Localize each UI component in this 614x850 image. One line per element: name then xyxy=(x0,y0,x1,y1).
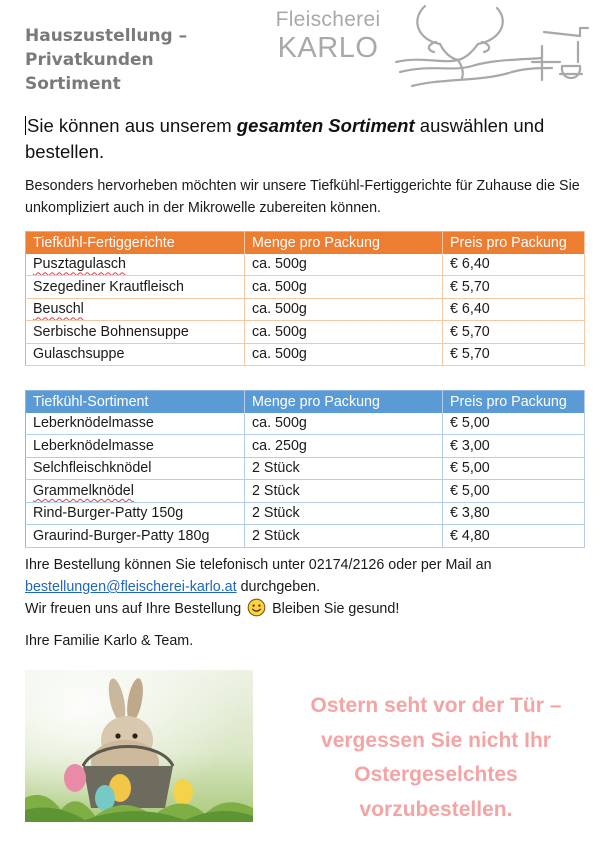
easter-bunny-image xyxy=(25,670,253,822)
page-title xyxy=(25,24,187,96)
easter-line: Ostergeselchtes xyxy=(354,763,518,786)
frozen-meals-table xyxy=(25,231,585,366)
title-line: Hauszustellung – xyxy=(25,26,188,46)
table-cell: Leberknödelmasse xyxy=(26,413,245,435)
table-header-row xyxy=(26,391,585,413)
table-cell: ca. 500g xyxy=(245,343,443,366)
table-row xyxy=(26,343,585,366)
table-cell: Szegediner Krautfleisch xyxy=(26,276,245,299)
table-row xyxy=(26,254,585,276)
table-cell: 2 Stück xyxy=(245,525,443,548)
table-cell: € 3,00 xyxy=(443,435,585,458)
stay-healthy-text: Bleiben Sie gesund! xyxy=(268,601,400,617)
table-cell: € 5,00 xyxy=(443,480,585,503)
company-logo xyxy=(262,8,394,64)
logo-line1: Fleischerei xyxy=(275,8,381,31)
table-row xyxy=(26,480,585,503)
easter-line: Ostern seht vor der Tür – xyxy=(310,694,562,717)
table-cell: ca. 500g xyxy=(245,276,443,299)
thanks-text: Wir freuen uns auf Ihre Bestellung xyxy=(25,601,246,617)
table-cell: Gulaschsuppe xyxy=(26,343,245,366)
table-cell: € 6,40 xyxy=(443,254,585,276)
easter-message xyxy=(280,689,592,827)
table-cell: € 5,70 xyxy=(443,276,585,299)
table-cell xyxy=(26,480,245,503)
table-cell: Graurind-Burger-Patty 180g xyxy=(26,525,245,548)
intro-after: auswählen und bestellen. xyxy=(25,115,545,162)
table-cell: € 4,80 xyxy=(443,525,585,548)
email-link[interactable]: bestellungen@fleischerei-karlo.at xyxy=(25,579,237,595)
product-name: Grammelknödel xyxy=(33,482,134,499)
table-cell: ca. 500g xyxy=(245,254,443,276)
table-cell xyxy=(26,298,245,321)
table-cell xyxy=(26,254,245,276)
text-cursor xyxy=(25,116,26,135)
column-header: Menge pro Packung xyxy=(245,391,443,413)
product-name: Beuschl xyxy=(33,301,84,318)
table-header-row xyxy=(26,232,585,254)
table-row xyxy=(26,298,585,321)
smiley-icon xyxy=(247,598,266,617)
table-cell: ca. 500g xyxy=(245,413,443,435)
intro-emphasis: gesamten Sortiment xyxy=(236,115,415,136)
column-header: Preis pro Packung xyxy=(443,232,585,254)
table-row xyxy=(26,321,585,344)
table-cell: 2 Stück xyxy=(245,457,443,480)
table-cell: 2 Stück xyxy=(245,502,443,525)
table-cell: € 5,00 xyxy=(443,413,585,435)
signature: Ihre Familie Karlo & Team. xyxy=(25,633,194,649)
table-cell: Serbische Bohnensuppe xyxy=(26,321,245,344)
table-cell: ca. 500g xyxy=(245,321,443,344)
table-row xyxy=(26,413,585,435)
column-header: Tiefkühl-Sortiment xyxy=(26,391,245,413)
table-cell: ca. 500g xyxy=(245,298,443,321)
intro-text xyxy=(25,113,585,165)
table-cell: Leberknödelmasse xyxy=(26,435,245,458)
logo-line2: KARLO xyxy=(277,32,379,64)
table-row xyxy=(26,457,585,480)
product-name: Pusztagulasch xyxy=(33,256,126,273)
intro-before: Sie können aus unserem xyxy=(27,115,237,136)
table-cell: € 6,40 xyxy=(443,298,585,321)
easter-line: vergessen Sie nicht Ihr xyxy=(321,728,551,752)
table-cell: 2 Stück xyxy=(245,480,443,503)
highlight-paragraph: Besonders hervorheben möchten wir unsere Tiefkühl-Fertiggerichte für Zuhause die Sie unkompliziert auch in der Mikrowelle zubereiten können. xyxy=(25,178,580,216)
table-cell: Selchfleischknödel xyxy=(26,457,245,480)
table-cell: € 3,80 xyxy=(443,502,585,525)
column-header: Tiefkühl-Fertiggerichte xyxy=(26,232,245,254)
table-cell: € 5,00 xyxy=(443,457,585,480)
order-info xyxy=(25,554,590,620)
order-text-end: durchgeben. xyxy=(236,579,321,595)
easter-line: vorzubestellen. xyxy=(359,797,513,821)
table-row xyxy=(26,276,585,299)
bull-logo-icon xyxy=(392,2,597,94)
column-header: Menge pro Packung xyxy=(245,232,443,254)
title-line: Sortiment xyxy=(25,74,121,94)
order-text: Ihre Bestellung können Sie telefonisch unter 02174/2126 oder per Mail an xyxy=(25,557,492,573)
frozen-assortment-table xyxy=(25,390,585,548)
table-row xyxy=(26,525,585,548)
table-cell: € 5,70 xyxy=(443,343,585,366)
title-line: Privatkunden xyxy=(25,50,154,70)
table-cell: ca. 250g xyxy=(245,435,443,458)
column-header: Preis pro Packung xyxy=(443,391,585,413)
table-cell: Rind-Burger-Patty 150g xyxy=(26,502,245,525)
table-row xyxy=(26,502,585,525)
table-row xyxy=(26,435,585,458)
table-cell: € 5,70 xyxy=(443,321,585,344)
